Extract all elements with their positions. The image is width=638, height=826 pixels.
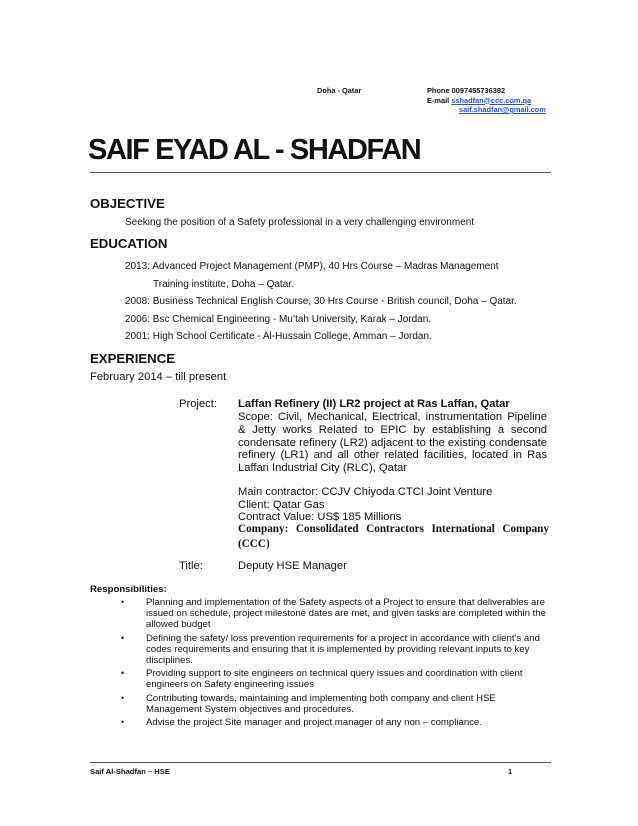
education-heading: EDUCATION: [90, 236, 168, 251]
education-item-cont: Training institute, Doha – Qatar.: [153, 278, 294, 290]
experience-period: February 2014 – till present: [90, 371, 227, 383]
bullet-icon: •: [121, 692, 125, 703]
title-value: Deputy HSE Manager: [238, 560, 347, 572]
bullet-icon: •: [121, 632, 125, 643]
responsibility-text: Advise the project Site manager and project manager of any non – compliance.: [146, 717, 482, 729]
bullet-icon: •: [121, 717, 125, 728]
experience-heading: EXPERIENCE: [90, 351, 176, 366]
list-item: [118, 717, 546, 728]
footer-divider: [90, 762, 551, 763]
project-label: Project:: [179, 398, 217, 410]
email-link-personal[interactable]: saif.shadfan@gmail.com: [459, 105, 546, 114]
candidate-name: SAIF EYAD AL - SHADFAN: [88, 134, 421, 166]
responsibilities-heading: Responsibilities:: [90, 584, 167, 595]
bullet-icon: •: [121, 668, 125, 679]
objective-heading: OBJECTIVE: [90, 196, 165, 211]
responsibility-text: Providing support to site engineers on technical query issues and coordination with client engineers on Safety engineering issues: [146, 668, 523, 691]
email-label: E-mail: [427, 95, 452, 105]
responsibilities-list: [118, 597, 546, 730]
client: Client: Qatar Gas: [238, 498, 325, 511]
name-divider: [90, 172, 551, 173]
main-contractor: Main contractor: CCJV Chiyoda CTCI Joint Venture: [238, 486, 493, 498]
footer-text: Saif Al-Shadfan – HSE: [90, 767, 170, 776]
project-title: Laffan Refinery (II) LR2 project at Ras Laffan, Qatar: [238, 398, 510, 410]
email-link-work[interactable]: sshadfan@ccc.com.qa: [451, 95, 532, 105]
contract-value: Contract Value: US$ 185 Millions: [238, 511, 402, 523]
list-item: [118, 597, 546, 631]
phone: Phone 0097455736382: [427, 86, 506, 95]
objective-text: Seeking the position of a Safety professional in a very challenging environment: [125, 217, 475, 228]
education-item: 2013: Advanced Project Management (PMP), 40 Hrs Course – Madras Management: [125, 261, 499, 272]
education-item: 2001: High School Certificate - Al-Hussain College, Amman – Jordan.: [125, 331, 432, 342]
education-item: 2008: Business Technical English Course, 30 Hrs Course - British council, Doha – Qatar.: [125, 296, 517, 307]
list-item: [118, 633, 546, 667]
education-item: 2006: Bsc Chemical Engineering - Mu’tah University, Karak – Jordan.: [125, 313, 432, 325]
page-number: 1: [508, 767, 513, 776]
company: Company: Consolidated Contractors International Company (CCC): [238, 523, 549, 550]
responsibility-text: Defining the safety/ loss prevention requirements for a project in accordance with client’s and codes requirements and ensuring that it is implemented by providing relevant inputs to key disciplines.: [146, 632, 540, 667]
responsibility-text: Contributing towards, maintaining and implementing both company and client HSE Management System objectives and procedures.: [146, 692, 496, 715]
list-item: [118, 668, 546, 690]
project-scope: Scope: Civil, Mechanical, Electrical, instrumentation Pipeline & Jetty works Related to EPIC by establishing a second condensate refinery (LR2) adjacent to the existing condensate refinery (LR1) and all other related facilities, located in Ras Laffan Industrial City (RLC), Qatar: [238, 411, 547, 475]
email-line: [427, 96, 531, 106]
bullet-icon: •: [121, 597, 125, 607]
location: Doha - Qatar: [317, 86, 362, 95]
list-item: [118, 693, 546, 715]
title-label: Title:: [179, 560, 203, 572]
responsibility-text: Planning and implementation of the Safety aspects of a Project to ensure that deliverables are issued on schedule, project milestone dates are met, and given tasks are completed within the allowed budget: [146, 597, 546, 631]
